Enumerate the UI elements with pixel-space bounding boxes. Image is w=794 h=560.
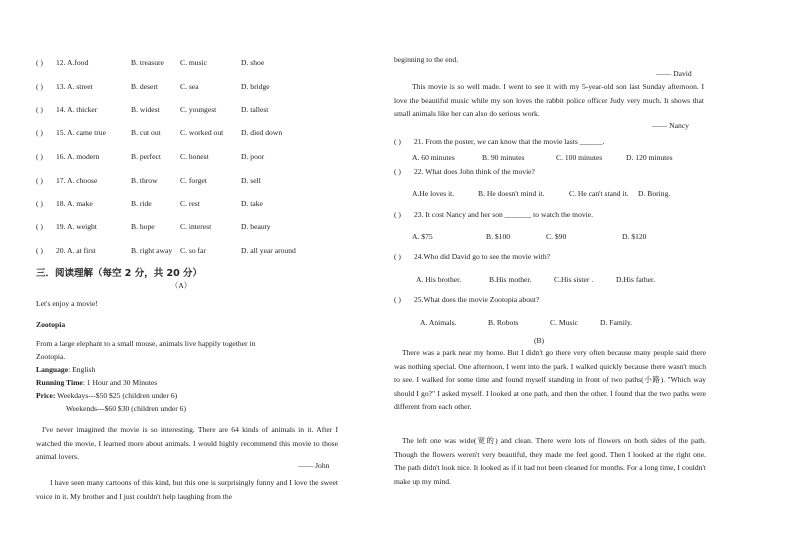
part-b-label: (B) xyxy=(533,336,545,345)
movie-description-line2: Zootopia. xyxy=(36,352,66,361)
question-number-option-a: 13. A. street xyxy=(56,82,93,91)
answer-blank[interactable]: ( ) xyxy=(36,128,43,137)
david-review: I have seen many cartoons of this kind, but this one is surprisingly funny and I love the sweet voice in it. My brother and I just couldn't help laughing from the xyxy=(36,478,338,501)
option-b: B. widest xyxy=(131,105,160,114)
option-a: A. 60 minutes xyxy=(412,153,455,162)
option-a: A.He loves it. xyxy=(412,189,455,198)
option-a: A. His brother. xyxy=(416,275,462,284)
movie-title: Zootopia xyxy=(36,320,66,329)
question-stem: 24.Who did David go to see the movie with? xyxy=(414,252,551,261)
question-number-option-a: 12. A.food xyxy=(56,58,89,67)
language-value: : English xyxy=(68,365,96,374)
answer-blank[interactable]: ( ) xyxy=(36,58,43,67)
option-c: C. music xyxy=(180,58,208,67)
answer-blank[interactable]: ( ) xyxy=(36,176,43,185)
answer-blank[interactable]: ( ) xyxy=(36,152,43,161)
option-b: B. hope xyxy=(131,222,155,231)
option-a: A. Animals. xyxy=(420,318,457,327)
option-d: D. Boring. xyxy=(638,189,671,198)
price-line xyxy=(36,391,177,401)
section-title-reading: 三．阅读理解（每空 2 分，共 20 分） xyxy=(36,268,203,279)
price-weekends: Weekends---$60 $30 (children under 6) xyxy=(66,404,187,413)
option-d: D. $120 xyxy=(622,232,647,241)
question-number-option-a: 17. A. choose xyxy=(56,176,98,185)
john-review: I've never imagined the movie is so interesting. There are 64 kinds of animals in it. After I watched the movie, I learned more about animals. I would highly recommend this movie to those animal lovers. xyxy=(36,425,338,461)
option-b: B. right away xyxy=(131,246,173,255)
option-c: C. Music xyxy=(550,318,578,327)
question-stem: 22. What does John think of the movie? xyxy=(414,167,535,176)
question-stem: 23. It cost Nancy and her son _______ to watch the movie. xyxy=(414,210,594,219)
poster-intro: Let's enjoy a movie! xyxy=(36,299,98,308)
option-b: B. 90 minutes xyxy=(482,153,525,162)
answer-blank[interactable]: ( ) xyxy=(36,82,43,91)
runtime-line xyxy=(36,378,157,388)
question-number-option-a: 18. A. make xyxy=(56,199,93,208)
question-stem: 21. From the poster, we can know that the movie lasts ______. xyxy=(414,137,605,146)
option-b: B. He doesn't mind it. xyxy=(478,189,545,198)
passage-b-para2: The left one was wide(宽的) and clean. There were lots of flowers on both sides of the path. Though the flowers weren't very beautiful, they made me feel good. Then I looked at the right one. The path didn't look nice. It looked as if it had not been cleaned for months. For a long time, I couldn't make up my mind. xyxy=(394,436,706,486)
option-b: B. perfect xyxy=(131,152,161,161)
part-a-label: （A） xyxy=(170,281,192,290)
option-c: C. interest xyxy=(180,222,212,231)
answer-blank[interactable]: ( ) xyxy=(394,252,401,261)
option-c: C. $90 xyxy=(546,232,567,241)
option-a: A. $75 xyxy=(412,232,433,241)
option-c: C. 100 minutes xyxy=(556,153,603,162)
question-number-option-a: 14. A. thicker xyxy=(56,105,98,114)
option-d: D. take xyxy=(241,199,263,208)
runtime-label: Running Time xyxy=(36,378,83,387)
option-b: B. $100 xyxy=(486,232,511,241)
david-review-end: beginning to the end. xyxy=(394,55,459,64)
option-b: B. throw xyxy=(131,176,158,185)
option-c: C. worked out xyxy=(180,128,224,137)
answer-blank[interactable]: ( ) xyxy=(36,222,43,231)
answer-blank[interactable]: ( ) xyxy=(394,137,401,146)
price-weekdays: Weekdays---$50 $25 (children under 6) xyxy=(55,391,178,400)
option-d: D. beauty xyxy=(241,222,271,231)
option-d: D. sell xyxy=(241,176,261,185)
option-b: B. treasure xyxy=(131,58,164,67)
answer-blank[interactable]: ( ) xyxy=(394,210,401,219)
movie-description-line1: From a large elephant to a small mouse, animals live happily together in xyxy=(36,339,256,348)
question-number-option-a: 19. A. weight xyxy=(56,222,97,231)
option-b: B. cut out xyxy=(131,128,161,137)
option-c: C.His sister . xyxy=(554,275,594,284)
option-d: D. all year around xyxy=(241,246,296,255)
answer-blank[interactable]: ( ) xyxy=(36,246,43,255)
price-label: Price: xyxy=(36,391,56,400)
language-label: Language xyxy=(36,365,69,374)
option-d: D. bridge xyxy=(241,82,270,91)
answer-blank[interactable]: ( ) xyxy=(36,105,43,114)
option-d: D.His father. xyxy=(616,275,656,284)
nancy-review: This movie is so well made. I went to see it with my 5-year-old son last Sunday afternoon. I love the beautiful music while my son loves the rabbit police officer Judy very much. It shows that small animals like her can also do serious work. xyxy=(394,82,704,118)
option-c: C. honest xyxy=(180,152,209,161)
question-stem: 25.What does the movie Zootopia about? xyxy=(414,295,540,304)
passage-b-para1: There was a park near my home. But I didn't go there very often because many people said there was nothing special. One afternoon, I went into the park. I walked quickly because there wasn't much to see. I walked for some time and found myself standing in front of two paths(小路). "Which way should I go?" I asked myself. I looked at one path, and then the other. I found that the two paths were different from each other. xyxy=(394,348,706,411)
option-b: B. Robots xyxy=(488,318,519,327)
option-c: C. youngest xyxy=(180,105,217,114)
answer-blank[interactable]: ( ) xyxy=(394,295,401,304)
runtime-value: : 1 Hour and 30 Minutes xyxy=(82,378,158,387)
david-signature: —— David xyxy=(656,69,692,78)
answer-blank[interactable]: ( ) xyxy=(36,199,43,208)
option-c: C. forget xyxy=(180,176,207,185)
option-c: C. rest xyxy=(180,199,200,208)
option-b: B. ride xyxy=(131,199,152,208)
question-number-option-a: 16. A. modern xyxy=(56,152,100,161)
option-b: B.His mother. xyxy=(489,275,532,284)
question-number-option-a: 20. A. at first xyxy=(56,246,96,255)
answer-blank[interactable]: ( ) xyxy=(394,167,401,176)
option-c: C. so far xyxy=(180,246,206,255)
option-c: C. He can't stand it. xyxy=(569,189,629,198)
question-number-option-a: 15. A. came true xyxy=(56,128,106,137)
option-d: D. died down xyxy=(241,128,283,137)
option-d: D. 120 minutes xyxy=(626,153,673,162)
option-d: D. Family. xyxy=(600,318,633,327)
nancy-signature: —— Nancy xyxy=(652,121,689,130)
language-line xyxy=(36,365,95,375)
option-d: D. tallest xyxy=(241,105,269,114)
option-d: D. poor xyxy=(241,152,265,161)
option-d: D. shoe xyxy=(241,58,265,67)
option-b: B. desert xyxy=(131,82,158,91)
option-c: C. sea xyxy=(180,82,199,91)
john-signature: —— John xyxy=(298,461,330,470)
